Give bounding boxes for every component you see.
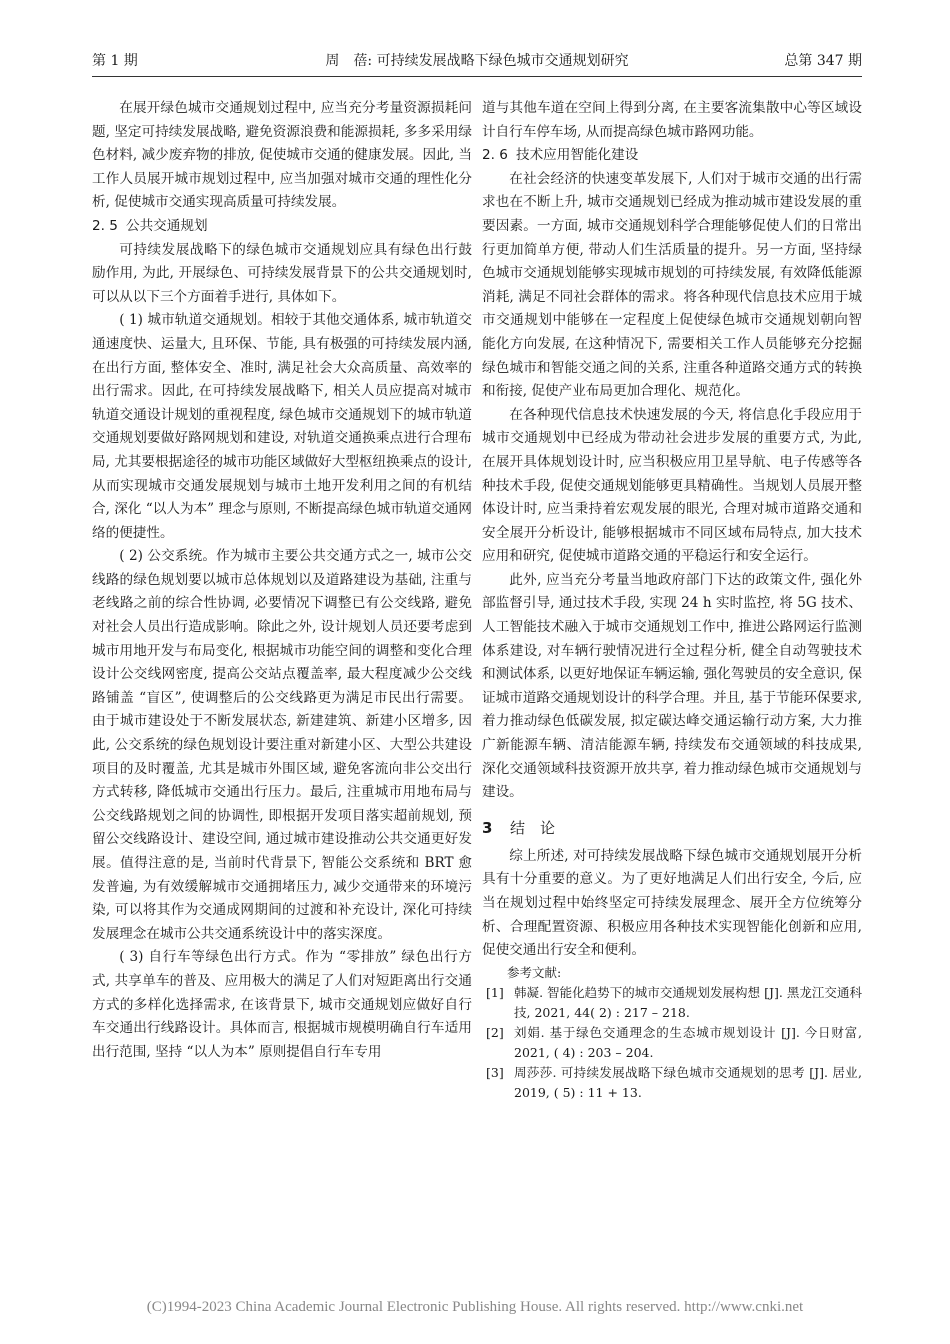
paragraph: 在展开绿色城市交通规划过程中, 应当充分考量资源损耗问题, 坚定可持续发展战略, 避免资源浪费和能源损耗, 多多采用绿色材料, 减少废弃物的排放, 促使城市交通的健康发展。因此, 当工作人员展开城市规划过程中, 应当加强对城市交通的理性化分析, 促使城市交通实现高质量可持续发展。 (92, 100, 472, 211)
reference-text: 韩凝. 智能化趋势下的城市交通规划发展构想 [J]. 黑龙江交通科技, 2021, 44( 2) : 217 – 218. (514, 984, 862, 1020)
paragraph: 此外, 应当充分考量当地政府部门下达的政策文件, 强化外部监督引导, 通过技术手段, 实现 24 h 实时监控, 将 5G 技术、人工智能技术融入于城市交通规划工作中, 推进公路网运行监测体系建设, 对车辆行驶情况进行全过程分析, 健全自动驾驶技术和测试体系, 以更好地保证车辆运输, 强化驾驶员的安全意识, 保证城市道路交通规划设计的科学合理。并且, 基于节能环保要求, 着力推动绿色低碳发展, 拟定碳达峰交通运输行动方案, 大力推广新能源车辆、清洁能源车辆, 持续发布交通领域的科技成果, 深化交通领域科技资源开放共享, 着力推动绿色城市交通规划与建设。 (482, 571, 862, 801)
running-title: 周 蓓: 可持续发展战略下绿色城市交通规划研究 (325, 53, 629, 69)
section-number: 3 (482, 818, 493, 837)
paragraph-continued: 道与其他车道在空间上得到分离, 在主要客流集散中心等区域设计自行车停车场, 从而提高绿色城市路网功能。 (482, 100, 862, 140)
paragraph: ( 1) 城市轨道交通规划。相较于其他交通体系, 城市轨道交通速度快、运量大, 且环保、节能, 具有极强的可持续发展内涵, 在出行方面, 整体安全、准时, 满足社会大众高质量、高效率的出行需求。因此, 在可持续发展战略下, 相关人员应提高对城市轨道交通设计规划的重视程度, 绿色城市交通规划下的城市轨道交通规划要做好路网规划和建设, 对轨道交通换乘点进行合理布局, 尤其要根据途径的城市功能区域做好大型枢纽换乘点的设计, 从而实现城市交通发展规划与城市土地开发利用之间的有机结合, 深化 “以人为本” 理念与原则, 不断提高绿色城市轨道交通网络的便捷性。 (92, 312, 472, 541)
section-number: 2. 5 (92, 217, 118, 234)
section-heading-3 (482, 815, 862, 841)
total-issue-number: 总第 347 期 (784, 53, 862, 69)
paragraph: 在各种现代信息技术快速发展的今天, 将信息化手段应用于城市交通规划中已经成为带动社会进步发展的重要方式, 为此, 在展开具体规划设计时, 应当积极应用卫星导航、电子传感等各种技术手段, 促使交通规划能够更具精确性。当规划人员展开整体设计时, 应当秉持着宏观发展的眼光, 合理对城市道路交通和安全展开分析设计, 能够根据城市不同区域布局特点, 加大技术应用和研究, 促使城市道路交通的平稳运行和安全运行。 (482, 406, 862, 565)
section-title: 结 论 (510, 818, 556, 837)
paragraph: 综上所述, 对可持续发展战略下绿色城市交通规划展开分析具有十分重要的意义。为了更好地满足人们出行安全, 今后, 应当在规划过程中始终坚定可持续发展理念、展开全方位统筹分析、合理配置资源、积极应用各种技术实现智能化创新和应用, 促使交通出行安全和便利。 (482, 847, 862, 959)
issue-number: 第 1 期 (92, 53, 138, 69)
reference-text: 刘娟. 基于绿色交通理念的生态城市规划设计 [J]. 今日财富, 2021, ( 4) : 203 – 204. (514, 1024, 862, 1060)
section-title: 技术应用智能化建设 (516, 147, 639, 164)
paragraph: 在社会经济的快速变革发展下, 人们对于城市交通的出行需求也在不断上升, 城市交通规划已经成为推动城市建设发展的重要因素。一方面, 城市交通规划科学合理能够促使人们的日常出行更加简单方便, 带动人们生活质量的提升。另一方面, 坚持绿色城市交通规划能够实现城市规划的可持续发展, 有效降低能源消耗, 满足不同社会群体的需求。将各种现代信息技术应用于城市交通规划中能够在一定程度上促使绿色城市交通规划朝向智能化方向发展, 在这种情况下, 需要相关工作人员能够充分挖掘绿色城市和智能交通之间的关系, 注重各种道路交通方式的转换和衔接, 促使产业布局更加合理化、规范化。 (482, 170, 862, 400)
reference-item (482, 983, 862, 1023)
section-heading-2-5 (92, 215, 472, 239)
reference-number: [2] (486, 1024, 504, 1040)
header-divider (92, 76, 862, 77)
references-title: 参考文献: (507, 964, 562, 980)
reference-item (482, 1063, 862, 1103)
paragraph: ( 3) 自行车等绿色出行方式。作为 “零排放” 绿色出行方式, 共享单车的普及、应用极大的满足了人们对短距离出行交通方式的多样化选择需求, 在该背景下, 城市交通规划应做好自行车交通出行线路设计。具体而言, 根据城市规模明确自行车适用出行范围, 坚持 “以人为本” 原则提倡自行车专用 (92, 949, 472, 1060)
reference-number: [3] (486, 1064, 504, 1080)
paragraph: ( 2) 公交系统。作为城市主要公共交通方式之一, 城市公交线路的绿色规划要以城市总体规划以及道路建设为基础, 注重与老线路之前的综合性协调, 必要情况下调整已有公交线路, 避免对社会人员出行造成影响。除此之外, 设计规划人员还要考虑到城市用地开发与布局变化, 根据城市功能空间的调整和变化合理设计公交线网密度, 提高公交站点覆盖率, 最大程度减少公交线路铺盖 “盲区”, 使调整后的公交线路更为满足市民出行需要。由于城市建设处于不断发展状态, 新建建筑、新建小区增多, 因此, 公交系统的绿色规划设计要注重对新建小区、大型公共建设项目的及时覆盖, 尤其是城市外围区域, 避免客流向非公交出行方式转移, 降低城市交通出行压力。最后, 注重城市用地布局与公交线路规划之间的协调性, 即根据开发项目落实超前规划, 预留公交线路设计、建设空间, 通过城市建设推动公共交通更好发展。值得注意的是, 当前时代背景下, 智能公交系统和 BRT 愈发普遍, 为有效缓解城市交通拥堵压力, 减少交通带来的环境污染, 可以将其作为交通成网期间的过渡和补充设计, 深化可持续发展理念在城市公共交通系统设计中的落实深度。 (92, 548, 472, 942)
section-title: 公共交通规划 (126, 217, 208, 234)
section-number: 2. 6 (482, 147, 508, 164)
copyright-footer: (C)1994-2023 China Academic Journal Electronic Publishing House. All rights reserved. http://www.cnki.net (146, 1299, 804, 1315)
paragraph: 可持续发展战略下的绿色城市交通规划应具有绿色出行鼓励作用, 为此, 开展绿色、可持续发展背景下的公共交通规划时, 可以从以下三个方面着手进行, 具体如下。 (92, 241, 472, 305)
reference-number: [1] (486, 984, 504, 1000)
left-column (92, 97, 472, 1064)
reference-text: 周莎莎. 可持续发展战略下绿色城市交通规划的思考 [J]. 居业, 2019, ( 5) : 11 + 13. (514, 1064, 862, 1100)
section-heading-2-6 (482, 144, 862, 168)
running-header (92, 50, 862, 72)
reference-item (482, 1023, 862, 1063)
right-column (482, 97, 862, 1103)
